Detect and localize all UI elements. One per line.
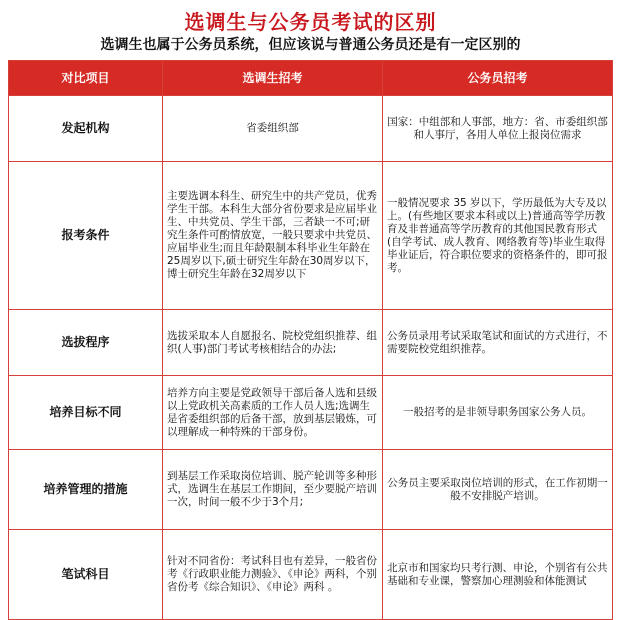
table-header-row — [9, 61, 613, 96]
row-label: 培养管理的措施 — [9, 450, 163, 530]
gwy-cell: 公务员主要采取岗位培训的形式，在工作初期一般不安排脱产培训。 — [383, 450, 613, 530]
row-label: 选拔程序 — [9, 310, 163, 376]
page-subtitle: 选调生也属于公务员系统，但应该说与普通公务员还是有一定区别的 — [100, 37, 521, 53]
table-row — [9, 162, 613, 310]
header-gwy: 公务员招考 — [383, 61, 613, 96]
gwy-cell: 国家：中组部和人事部，地方：省、市委组织部和人事厅，各用人单位上报岗位需求 — [383, 96, 613, 162]
xds-cell: 选拔采取本人自愿报名、院校党组织推荐、组织(人事)部门考试考核相结合的办法; — [163, 310, 383, 376]
xds-cell: 培养方向主要是党政领导干部后备人选和县级以上党政机关高素质的工作人员人选;选调生是省委组织部的后备干部，放到基层锻炼，可以理解成一种特殊的干部身份。 — [163, 376, 383, 450]
row-label: 笔试科目 — [9, 530, 163, 620]
table-row — [9, 96, 613, 162]
gwy-cell: 一般情况要求 35 岁以下，学历最低为大专及以上。(有些地区要求本科或以上)普通高等学历教育及非普通高等学历教育的其他国民教育形式(自学考试、成人教育、网络教育等)毕业生取得毕业证后，符合职位要求的资格条件的，即可报考。 — [383, 162, 613, 310]
row-label: 培养目标不同 — [9, 376, 163, 450]
comparison-table — [8, 60, 613, 620]
xds-cell: 主要选调本科生、研究生中的共产党员，优秀学生干部。本科生大部分省份要求是应届毕业生、中共党员、学生干部，三者缺一不可;研究生条件可酌情放宽，一般只要求中共党员、应届毕业生;而且年龄限制本科毕业生年龄在25周岁以下,硕士研究生年龄在30周岁以下，博士研究生年龄在32周岁以下 — [163, 162, 383, 310]
gwy-cell: 一般招考的是非领导职务国家公务人员。 — [383, 376, 613, 450]
gwy-cell: 公务员录用考试采取笔试和面试的方式进行，不需要院校党组织推荐。 — [383, 310, 613, 376]
xds-cell: 省委组织部 — [163, 96, 383, 162]
gwy-cell: 北京市和国家均只考行测、申论，个别省有公共基础和专业课，警察加心理测验和体能测试 — [383, 530, 613, 620]
xds-cell: 针对不同省份：考试科目也有差异，一般省份考《行政职业能力测验》、《申论》两科，个别省份考《综合知识》、《申论》两科 。 — [163, 530, 383, 620]
table-row — [9, 530, 613, 620]
header-item: 对比项目 — [9, 61, 163, 96]
row-label: 发起机构 — [9, 96, 163, 162]
table-row — [9, 376, 613, 450]
row-label: 报考条件 — [9, 162, 163, 310]
header-xds: 选调生招考 — [163, 61, 383, 96]
xds-cell: 到基层工作采取岗位培训、脱产轮训等多种形式，选调生在基层工作期间，至少要脱产培训一次，时间一般不少于3个月; — [163, 450, 383, 530]
page-title: 选调生与公务员考试的区别 — [184, 10, 437, 34]
table-row — [9, 450, 613, 530]
table-row — [9, 310, 613, 376]
